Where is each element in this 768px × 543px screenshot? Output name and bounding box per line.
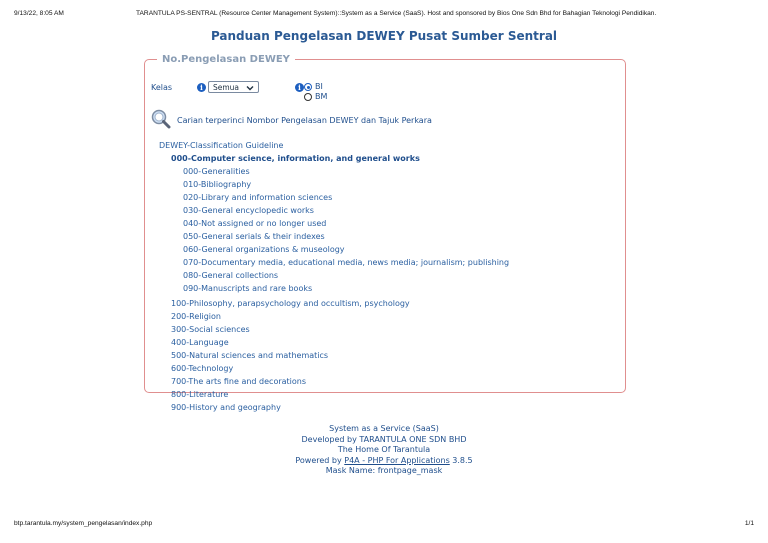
kelas-select[interactable] xyxy=(208,81,259,93)
tree-class-item[interactable]: 400-Language xyxy=(171,338,229,347)
page-title: Panduan Pengelasan DEWEY Pusat Sumber Sentral xyxy=(210,29,558,43)
footer-line: The Home Of Tarantula xyxy=(337,445,431,454)
radio-bm-label: BM xyxy=(315,92,328,101)
powered-prefix: Powered by xyxy=(295,455,345,465)
tree-class-item[interactable]: 600-Technology xyxy=(171,364,234,373)
radio-bi-label: BI xyxy=(315,82,323,91)
footer-powered xyxy=(0,456,768,467)
tree-class-item[interactable]: 800-Literature xyxy=(171,390,229,399)
tree-class-item[interactable]: 300-Social sciences xyxy=(171,325,250,334)
tree-class-item[interactable]: 900-History and geography xyxy=(171,403,281,412)
tree-subclass-item[interactable]: 040-Not assigned or no longer used xyxy=(183,219,327,228)
radio-bm[interactable] xyxy=(304,93,312,101)
tree-subclass-item[interactable]: 000-Generalities xyxy=(183,167,250,176)
tree-subclass-item[interactable]: 030-General encyclopedic works xyxy=(183,206,314,215)
tree-class-item[interactable]: 700-The arts fine and decorations xyxy=(171,377,307,386)
dewey-tree xyxy=(159,139,509,414)
print-url: btp.tarantula.my/system_pengelasan/index.php xyxy=(14,520,153,527)
tree-subclass-list xyxy=(171,165,509,295)
kelas-info-icon[interactable]: i xyxy=(197,83,206,92)
tree-class-item[interactable]: 100-Philosophy, parapsychology and occultism, psychology xyxy=(171,299,410,308)
radio-bi[interactable] xyxy=(304,83,312,91)
panel-legend: No.Pengelasan DEWEY xyxy=(162,54,290,65)
kelas-select-value: Semua xyxy=(213,83,240,92)
kelas-label: Kelas xyxy=(151,83,173,92)
language-info-icon[interactable]: i xyxy=(295,83,304,92)
tree-root-link[interactable]: DEWEY-Classification Guideline xyxy=(159,141,284,150)
tree-group-000-link[interactable]: 000-Computer science, information, and general works xyxy=(171,154,420,163)
tree-subclass-item[interactable]: 080-General collections xyxy=(183,271,279,280)
tree-top-class-list xyxy=(159,297,509,414)
tree-subclass-item[interactable]: 060-General organizations & museology xyxy=(183,245,345,254)
tree-subclass-item[interactable]: 020-Library and information sciences xyxy=(183,193,333,202)
detailed-search-link[interactable]: Carian terperinci Nombor Pengelasan DEWEY dan Tajuk Perkara xyxy=(177,116,432,125)
powered-version: 3.8.5 xyxy=(449,455,473,465)
print-footer xyxy=(14,520,754,527)
magnifier-icon[interactable] xyxy=(151,109,171,129)
chevron-down-icon xyxy=(246,82,254,98)
dewey-panel xyxy=(144,54,626,412)
print-page-count: 1/1 xyxy=(744,520,754,527)
p4a-link[interactable]: P4A - PHP For Applications xyxy=(344,455,450,465)
footer-line: Developed by TARANTULA ONE SDN BHD xyxy=(301,434,467,444)
tree-class-item[interactable]: 500-Natural sciences and mathematics xyxy=(171,351,329,360)
footer-line: System as a Service (SaaS) xyxy=(329,424,439,433)
tree-subclass-item[interactable]: 090-Manuscripts and rare books xyxy=(183,284,313,293)
tree-subclass-item[interactable]: 010-Bibliography xyxy=(183,180,252,189)
print-datetime: 9/13/22, 8:05 AM xyxy=(14,10,64,17)
footer-mask-name: Mask Name: frontpage_mask xyxy=(325,466,443,475)
tree-group-000 xyxy=(159,152,509,295)
site-footer xyxy=(0,424,768,477)
tree-subclass-item[interactable]: 050-General serials & their indexes xyxy=(183,232,325,241)
tree-class-item[interactable]: 200-Religion xyxy=(171,312,221,321)
tree-subclass-item[interactable]: 070-Documentary media, educational media, news media; journalism; publishing xyxy=(183,258,510,267)
print-document-title: TARANTULA PS-SENTRAL (Resource Center Management System)::System as a Service (SaaS). Host and sponsored by Bios One Sdn Bhd for Bahagian Teknologi Pendidikan. xyxy=(136,10,657,17)
